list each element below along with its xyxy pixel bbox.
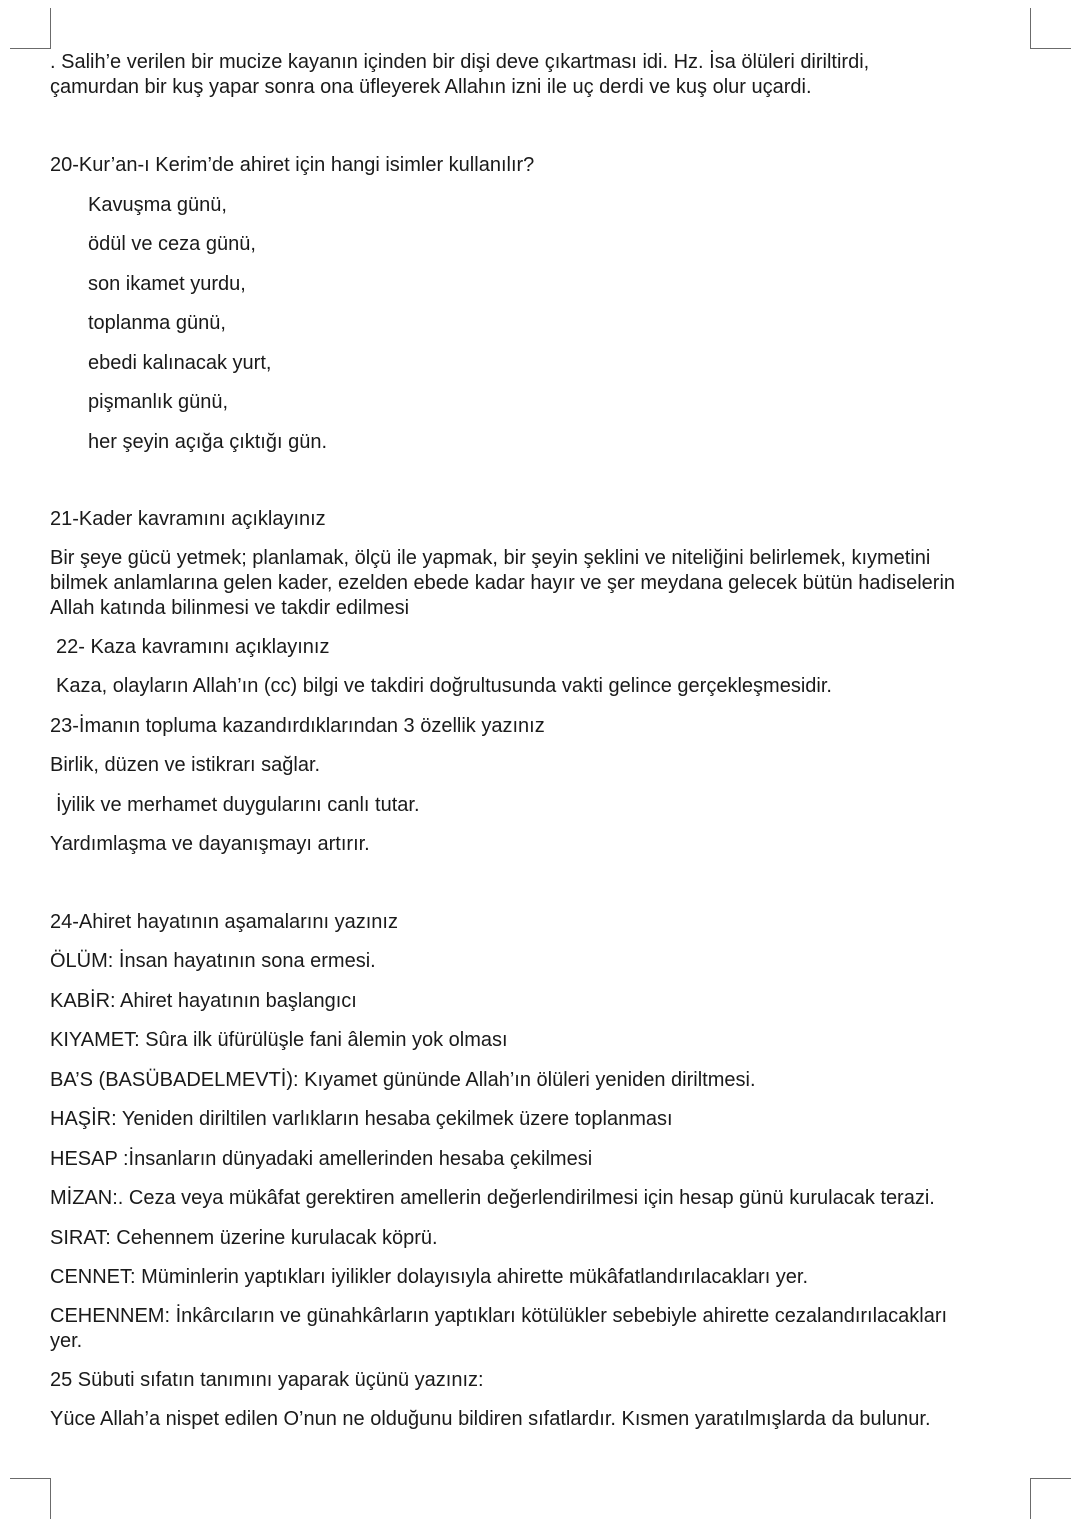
list-item: her şeyin açığa çıktığı gün. (88, 430, 328, 453)
list-item: son ikamet yurdu, (88, 272, 246, 295)
list-item: HAŞİR: Yeniden diriltilen varlıkların hesaba çekilmek üzere toplanması (50, 1108, 673, 1130)
intro-paragraph (50, 50, 1040, 100)
list-item: ÖLÜM: İnsan hayatının sona ermesi. (50, 950, 376, 972)
crop-mark-bottom-left (10, 1478, 51, 1519)
list-item: CENNET: Müminlerin yaptıkları iyilikler dolayısıyla ahirette mükâfatlandırılacakları yer. (50, 1266, 809, 1288)
list-item: HESAP :İnsanların dünyadaki amellerinden hesaba çekilmesi (50, 1147, 593, 1170)
question-24: 24-Ahiret hayatının aşamalarını yazınız (50, 910, 398, 933)
crop-mark-bottom-right (1030, 1478, 1071, 1519)
list-item: ebedi kalınacak yurt, (88, 351, 272, 374)
question-22-section (50, 634, 1040, 700)
answer-line: bilmek anlamlarına gelen kader, ezelden ebede kadar hayır ve şer meydana gelecek bütün hadiselerin (50, 571, 956, 594)
question-23: 23-İmanın topluma kazandırdıklarından 3 özellik yazınız (50, 714, 545, 737)
list-item: KIYAMET: Sûra ilk üfürülüşle fani âlemin yok olması (50, 1029, 508, 1051)
list-item: BA’S (BASÜBADELMEVTİ): Kıyamet gününde Allah’ın ölüleri yeniden diriltmesi. (50, 1068, 756, 1091)
list-item: Yardımlaşma ve dayanışmayı artırır. (50, 833, 370, 855)
question-21: 21-Kader kavramını açıklayınız (50, 508, 326, 530)
answer-line: Allah katında bilinmesi ve takdir edilmesi (50, 596, 410, 619)
list-item: KABİR: Ahiret hayatının başlangıcı (50, 989, 357, 1012)
list-item-line: yer. (50, 1329, 83, 1352)
answer-25: Yüce Allah’a nispet edilen O’nun ne olduğunu bildiren sıfatlardır. Kısmen yaratılmışlarda da bulunur. (50, 1408, 931, 1430)
crop-mark-top-right (1030, 8, 1071, 49)
question-20-section (50, 152, 1040, 455)
list-item: İyilik ve merhamet duygularını canlı tutar. (56, 793, 420, 816)
document-body (50, 50, 1040, 1446)
list-item: ödül ve ceza günü, (88, 233, 256, 255)
list-item: toplanma günü, (88, 312, 226, 334)
list-item-line: CEHENNEM: İnkârcıların ve günahkârların yaptıkları kötülükler sebebiyle ahirette cezalandırılacakları (50, 1304, 948, 1327)
answer-22: Kaza, olayların Allah’ın (cc) bilgi ve takdiri doğrultusunda vakti gelince gerçekleşmesidir. (56, 675, 832, 697)
intro-line: çamurdan bir kuş yapar sonra ona üfleyerek Allahın izni ile uç derdi ve kuş olur uçardi. (50, 76, 812, 98)
question-22: 22- Kaza kavramını açıklayınız (56, 635, 330, 658)
question-24-section (50, 909, 1040, 1354)
intro-line: . Salih’e verilen bir mucize kayanın içinden bir dişi deve çıkartması idi. Hz. İsa ölüleri diriltirdi, (50, 51, 870, 73)
question-25: 25 Sübuti sıfatın tanımını yaparak üçünü yazınız: (50, 1368, 484, 1391)
answer-line: Bir şeye gücü yetmek; planlamak, ölçü ile yapmak, bir şeyin şeklini ve niteliğini belirlemek, kıymetini (50, 546, 931, 569)
list-item: Kavuşma günü, (88, 193, 227, 216)
question-21-section (50, 506, 1040, 621)
list-item: MİZAN:. Ceza veya mükâfat gerektiren amellerin değerlendirilmesi için hesap günü kurulacak terazi. (50, 1187, 935, 1209)
list-item: pişmanlık günü, (88, 391, 229, 413)
question-23-section (50, 713, 1040, 858)
question-25-section (50, 1367, 1040, 1433)
crop-mark-top-left (10, 8, 51, 49)
question-20: 20-Kur’an-ı Kerim’de ahiret için hangi isimler kullanılır? (50, 154, 535, 176)
list-item: SIRAT: Cehennem üzerine kurulacak köprü. (50, 1226, 438, 1249)
list-item: Birlik, düzen ve istikrarı sağlar. (50, 754, 321, 776)
